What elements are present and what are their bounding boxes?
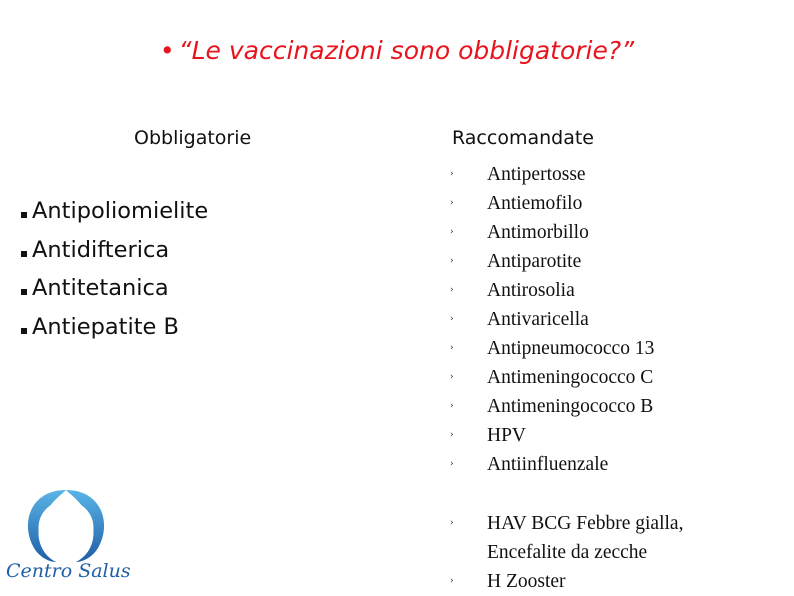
square-bullet-icon [21,212,27,218]
list-item: › HPV [450,421,757,450]
chevron-right-icon: › [450,256,454,266]
title-bullet: • [159,36,175,65]
list-item: › Antivaricella [450,305,757,334]
list-item: › Antimorbillo [450,218,757,247]
logo-text: Centro Salus [6,560,131,582]
list-item: Antidifterica [20,231,208,270]
list-item: Antitetanica [20,269,208,308]
square-bullet-icon [21,328,27,334]
recommended-list [450,160,757,596]
list-item: › Antiinfluenzale [450,450,757,479]
mandatory-list [20,192,208,346]
list-item: › Antiparotite [450,247,757,276]
list-item: › Antimeningococco B [450,392,757,421]
chevron-right-icon: › [450,227,454,237]
chevron-right-icon: › [450,459,454,469]
chevron-right-icon: › [450,343,454,353]
recommended-heading: Raccomandate [452,127,594,149]
chevron-right-icon: › [450,430,454,440]
list-item: Antipoliomielite [20,192,208,231]
title-text: “Le vaccinazioni sono obbligatorie?” [178,36,635,65]
list-item: › Antirosolia [450,276,757,305]
list-item: Antiepatite B [20,308,208,347]
chevron-right-icon: › [450,372,454,382]
chevron-right-icon: › [450,518,454,528]
list-item: › Antiemofilo [450,189,757,218]
chevron-right-icon: › [450,198,454,208]
mandatory-heading: Obbligatorie [134,127,252,149]
chevron-right-icon: › [450,576,454,586]
chevron-right-icon: › [450,314,454,324]
list-item: › Antipertosse [450,160,757,189]
chevron-right-icon: › [450,169,454,179]
slide-title [0,36,794,65]
chevron-right-icon: › [450,285,454,295]
list-item: › Antimeningococco C [450,363,757,392]
square-bullet-icon [21,251,27,257]
chevron-right-icon: › [450,401,454,411]
list-item: › HAV BCG Febbre gialla, Encefalite da zecche [450,509,757,567]
list-item: › Antipneumococco 13 [450,334,757,363]
square-bullet-icon [21,289,27,295]
list-item: › H Zooster [450,567,757,596]
